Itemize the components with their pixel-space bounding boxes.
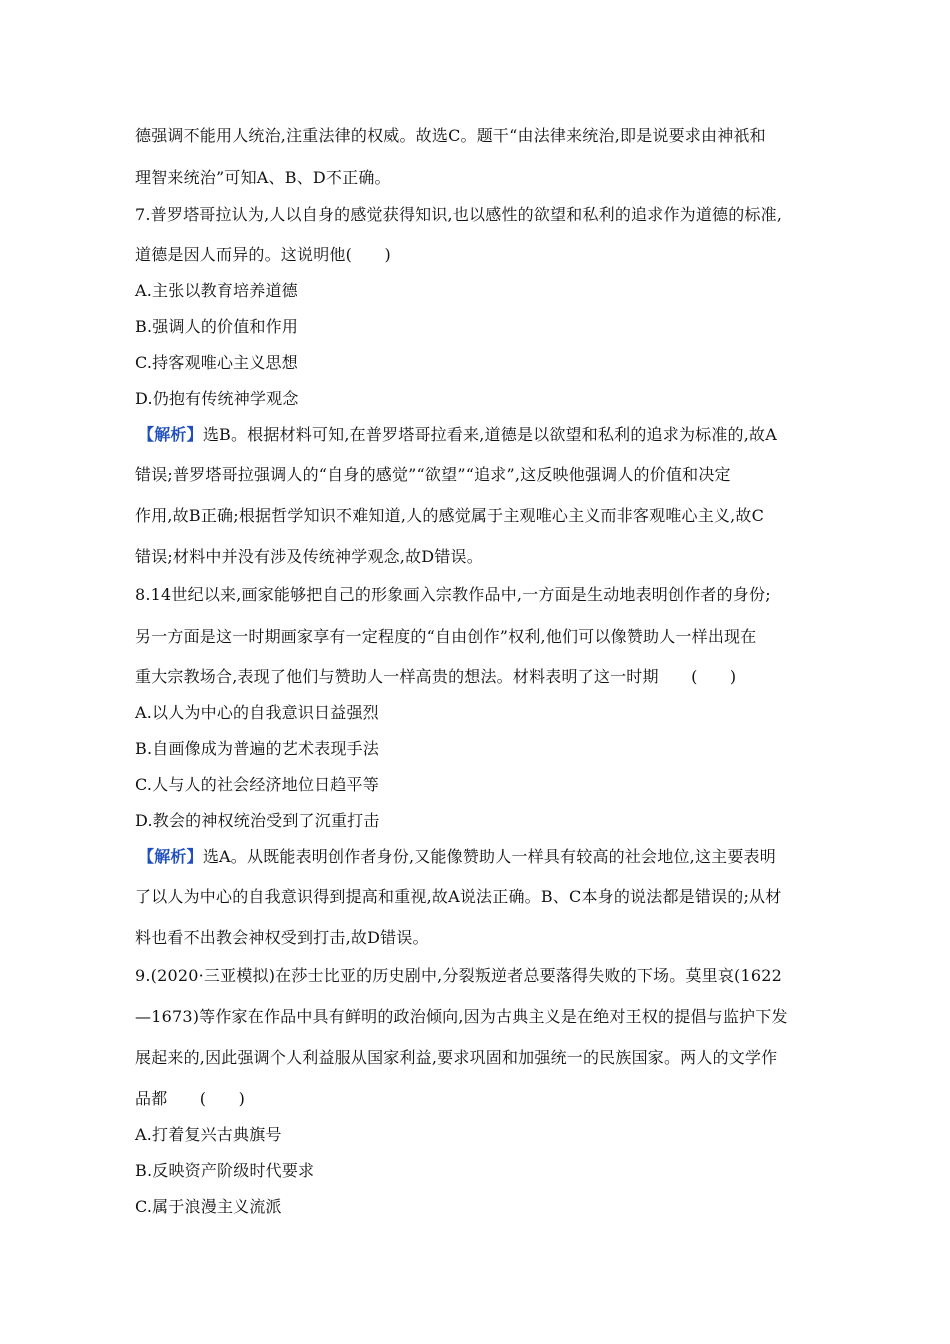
explanation-line: 了以人为中心的自我意识得到提高和重视,故A说法正确。B、C本身的说法都是错误的;从材 bbox=[135, 887, 782, 906]
option-a: A.打着复兴古典旗号 bbox=[135, 1125, 282, 1144]
explanation-line: 错误;普罗塔哥拉强调人的“自身的感觉”“欲望”“追求”,这反映他强调人的价值和决定 bbox=[135, 465, 731, 484]
option-c: C.属于浪漫主义流派 bbox=[135, 1197, 282, 1216]
option-c: C.人与人的社会经济地位日趋平等 bbox=[135, 775, 379, 794]
question-9-stem: 品都 ( ) bbox=[135, 1089, 246, 1108]
option-a: A.主张以教育培养道德 bbox=[135, 281, 298, 300]
explanation-line: 【解析】选B。根据材料可知,在普罗塔哥拉看来,道德是以欲望和私利的追求为标准的,故A bbox=[138, 425, 777, 444]
option-d: D.教会的神权统治受到了沉重打击 bbox=[135, 811, 380, 830]
question-7-stem: 7.普罗塔哥拉认为,人以自身的感觉获得知识,也以感性的欲望和私利的追求作为道德的标准, bbox=[135, 205, 783, 224]
explanation-line: 作用,故B正确;根据哲学知识不难知道,人的感觉属于主观唯心主义而非客观唯心主义,故C bbox=[135, 506, 765, 525]
option-b: B.强调人的价值和作用 bbox=[135, 317, 299, 336]
text-line: 理智来统治”可知A、B、D不正确。 bbox=[135, 168, 391, 187]
option-b: B.自画像成为普遍的艺术表现手法 bbox=[135, 739, 380, 758]
explanation-line: 错误;材料中并没有涉及传统神学观念,故D错误。 bbox=[135, 547, 483, 566]
option-b: B.反映资产阶级时代要求 bbox=[135, 1161, 315, 1180]
answer-tag: 【解析】 bbox=[138, 847, 203, 866]
explanation-line: 【解析】选A。从既能表明创作者身份,又能像赞助人一样具有较高的社会地位,这主要表明 bbox=[138, 847, 776, 866]
text-line: 德强调不能用人统治,注重法律的权威。故选C。题干“由法律来统治,即是说要求由神祇和 bbox=[135, 126, 766, 145]
option-d: D.仍抱有传统神学观念 bbox=[135, 389, 299, 408]
question-9-stem: 展起来的,因此强调个人利益服从国家利益,要求巩固和加强统一的民族国家。两人的文学作 bbox=[135, 1048, 778, 1067]
answer-tag: 【解析】 bbox=[138, 425, 203, 444]
question-9-stem: —1673)等作家在作品中具有鲜明的政治倾向,因为古典主义是在绝对王权的提倡与监护下发 bbox=[135, 1007, 788, 1026]
option-c: C.持客观唯心主义思想 bbox=[135, 353, 298, 372]
question-8-stem: 8.14世纪以来,画家能够把自己的形象画入宗教作品中,一方面是生动地表明创作者的身份; bbox=[135, 585, 771, 604]
question-8-stem: 另一方面是这一时期画家享有一定程度的“自由创作”权利,他们可以像赞助人一样出现在 bbox=[135, 627, 757, 646]
question-9-stem: 9.(2020·三亚模拟)在莎士比亚的历史剧中,分裂叛逆者总要落得失败的下场。莫里哀(1622 bbox=[135, 966, 783, 985]
option-a: A.以人为中心的自我意识日益强烈 bbox=[135, 703, 379, 722]
question-7-stem: 道德是因人而异的。这说明他( ) bbox=[135, 245, 391, 264]
explanation-line: 料也看不出教会神权受到打击,故D错误。 bbox=[135, 928, 429, 947]
question-8-stem: 重大宗教场合,表现了他们与赞助人一样高贵的想法。材料表明了这一时期 ( ) bbox=[135, 667, 737, 686]
